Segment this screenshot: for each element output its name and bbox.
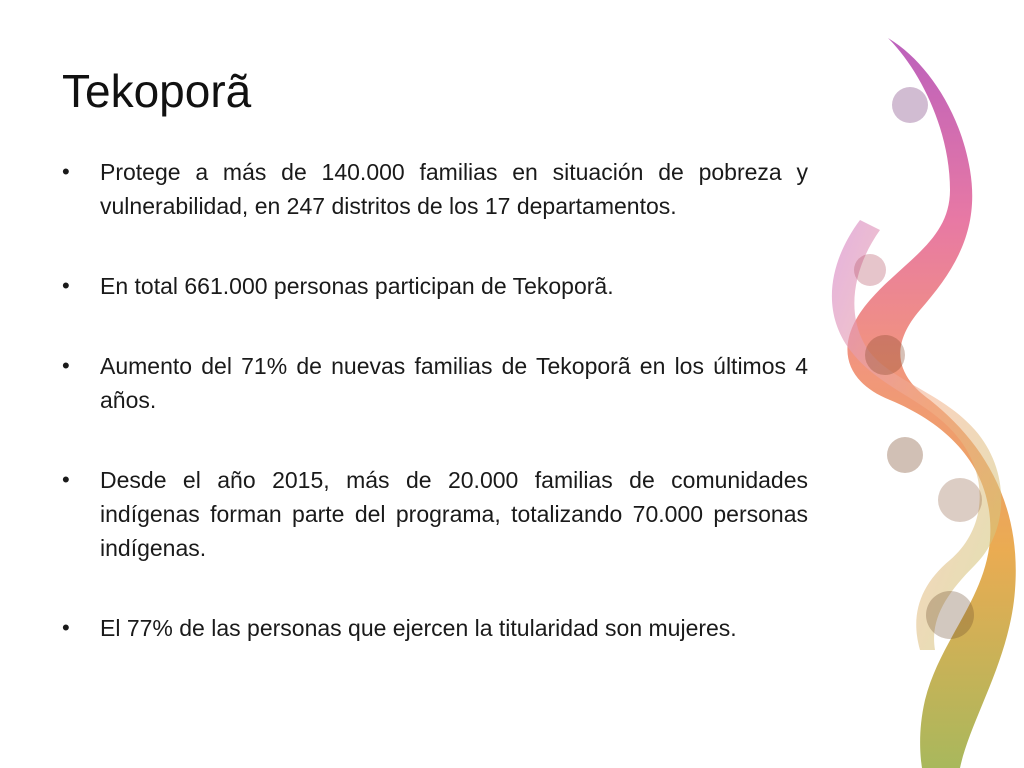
bullet-item xyxy=(62,463,808,565)
bullet-text: En total 661.000 personas participan de Tekoporã. xyxy=(100,273,614,299)
bullet-dot-icon: • xyxy=(62,353,70,378)
bullet-dot-icon: • xyxy=(62,159,70,184)
slide-title: Tekoporã xyxy=(62,65,252,117)
bullet-text: Desde el año 2015, más de 20.000 familias de comunidades indígenas forman parte del programa, totalizando 70.000 personas indígenas. xyxy=(100,467,808,561)
flame-ribbon-photo-collage-icon xyxy=(810,0,1024,768)
bullet-dot-icon: • xyxy=(62,615,70,640)
bullet-text: El 77% de las personas que ejercen la titularidad son mujeres. xyxy=(100,615,737,641)
bullet-dot-icon: • xyxy=(62,273,70,298)
bullet-item xyxy=(62,269,808,303)
bullet-item xyxy=(62,611,808,645)
bullet-list xyxy=(62,155,808,645)
bullet-text: Protege a más de 140.000 familias en situación de pobreza y vulnerabilidad, en 247 distritos de los 17 departamentos. xyxy=(100,159,808,219)
bullet-item xyxy=(62,349,808,417)
bullet-dot-icon: • xyxy=(62,467,70,492)
bullet-item xyxy=(62,155,808,223)
bullet-text: Aumento del 71% de nuevas familias de Tekoporã en los últimos 4 años. xyxy=(100,353,808,413)
